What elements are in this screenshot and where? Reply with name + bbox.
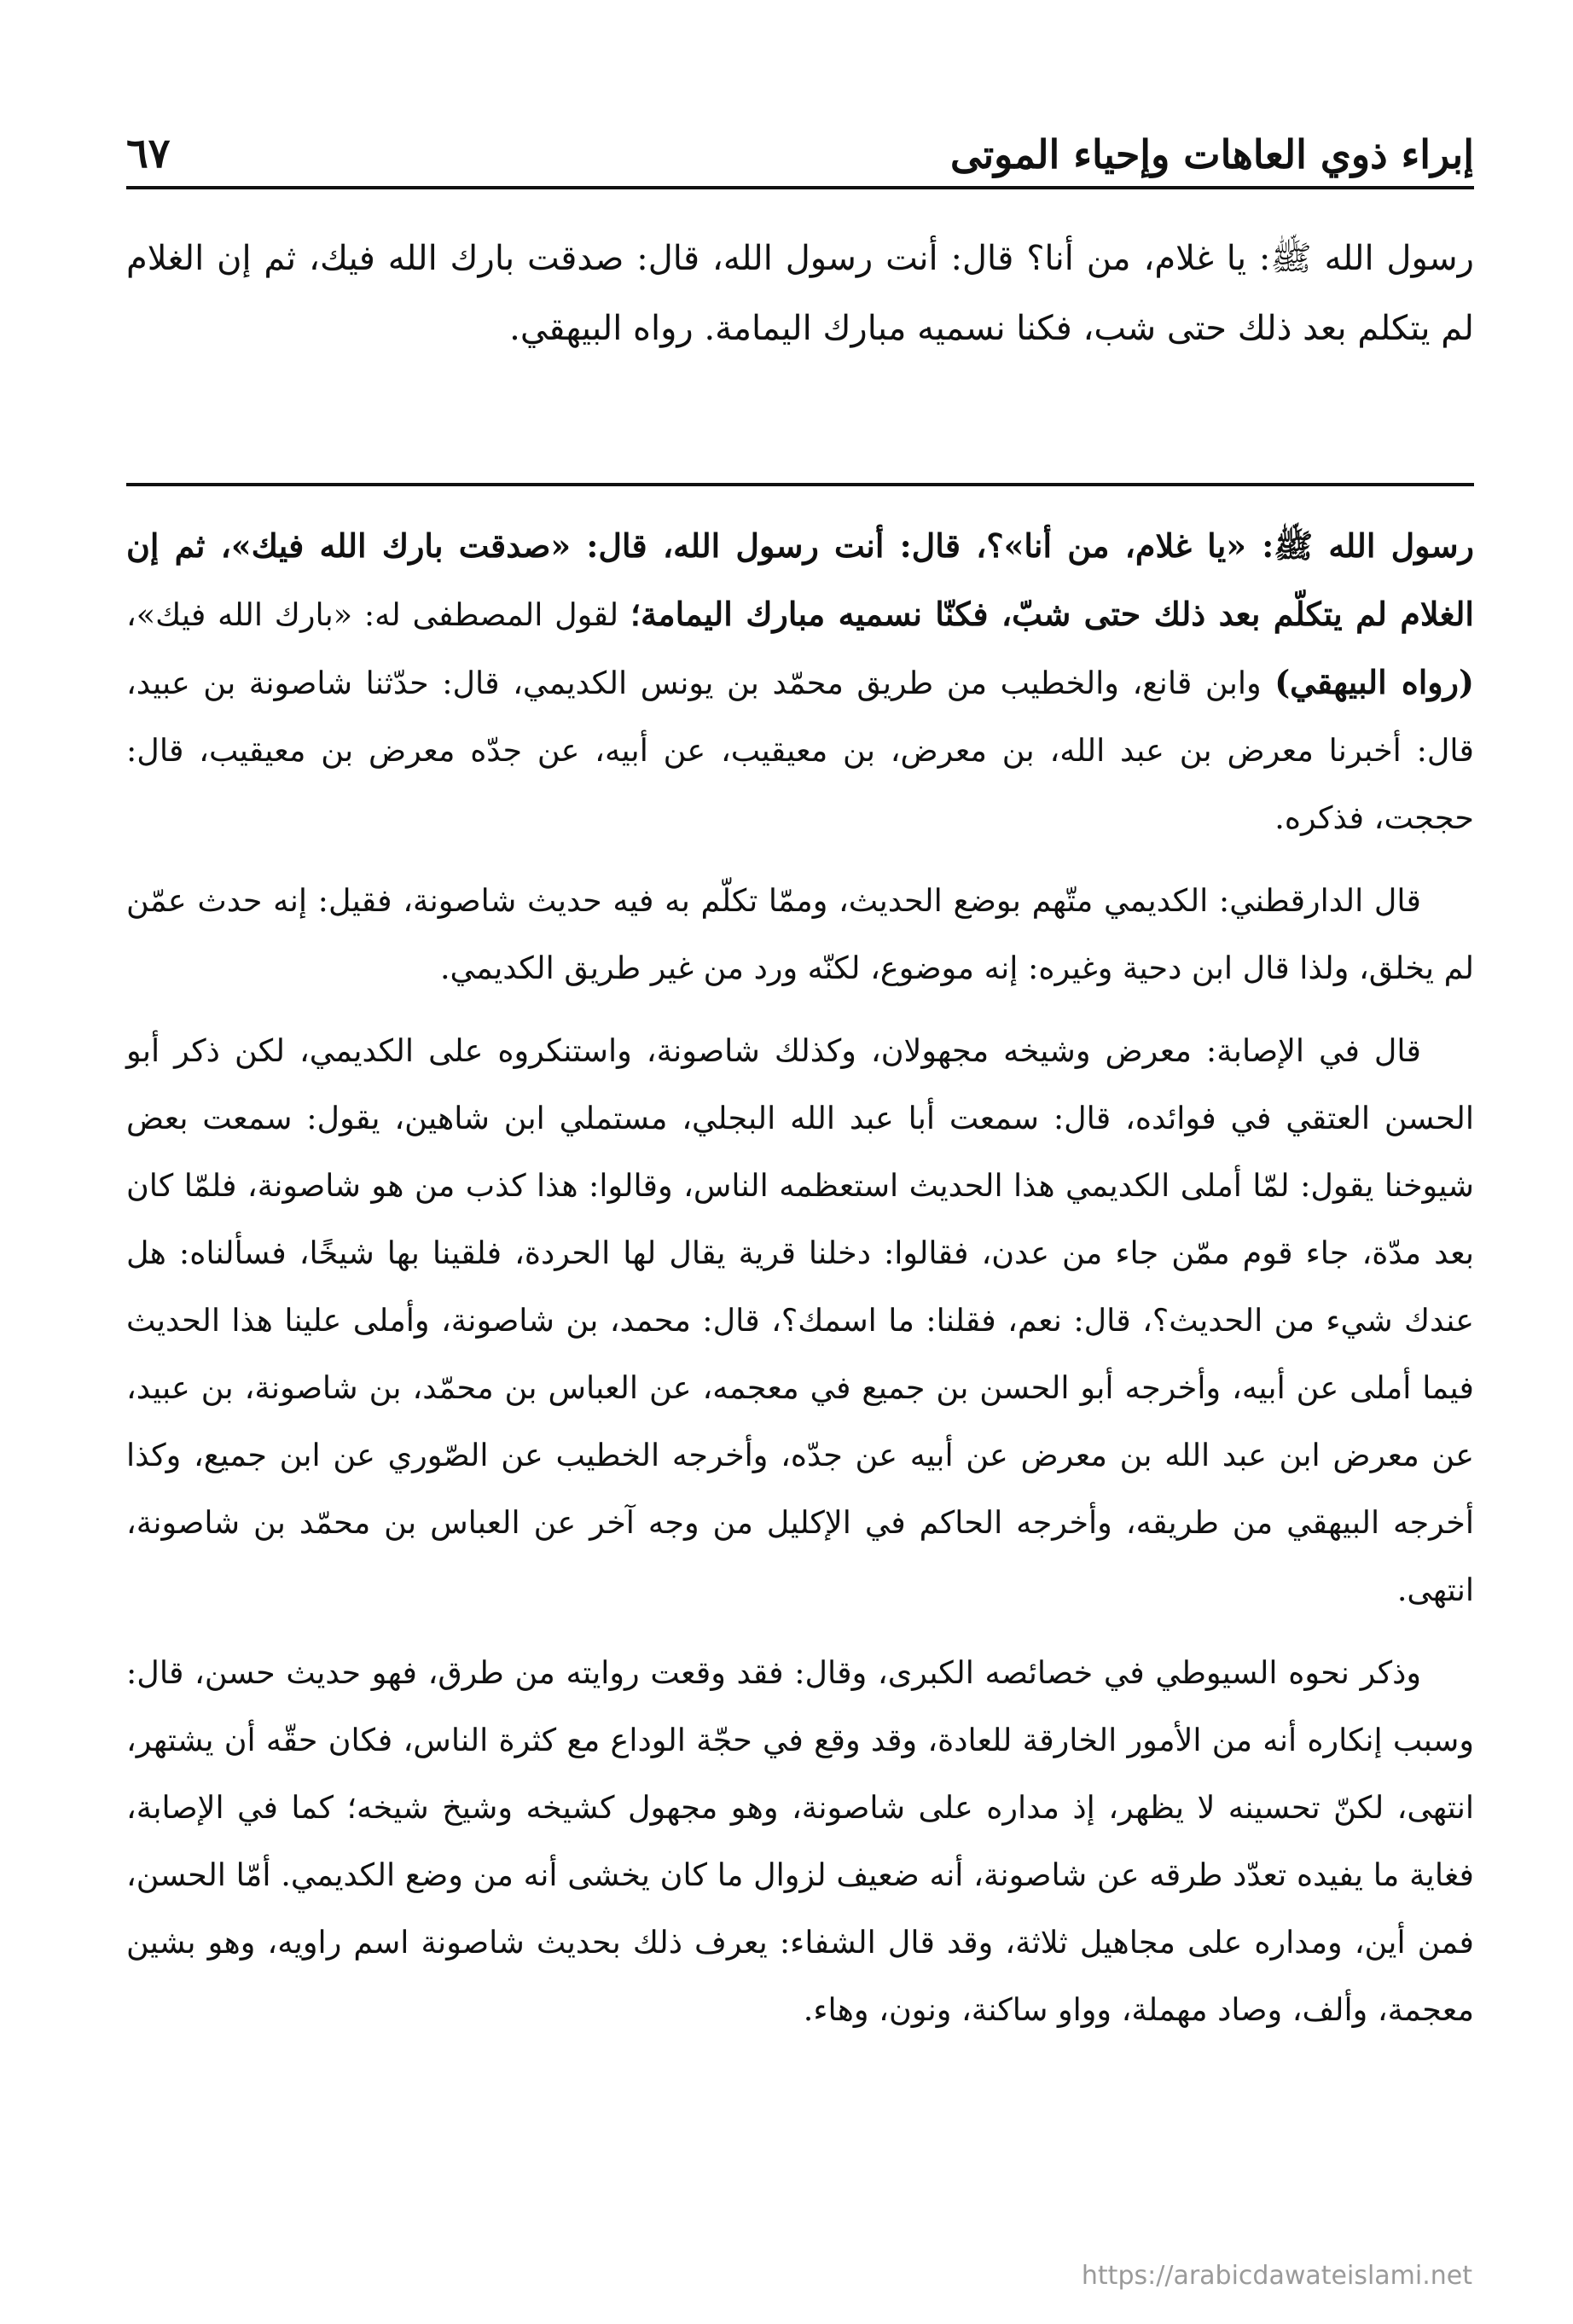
commentary-text: وابن قانع، والخطيب من طريق محمّد بن يونس الكديمي، قال: حدّثنا شاصونة بن عبيد، قال: أخبرنا معرض بن عبد الله، بن معرض، بن معيقيب، عن أبيه، عن جدّه معرض بن معيقيب، قال: حججت، فذكره. <box>126 665 1474 836</box>
header-rule <box>126 186 1474 189</box>
matn-text: رسول الله ﷺ: يا غلام، من أنا؟ قال: أنت رسول الله، قال: صدقت بارك الله فيك، ثم إن الغلام لم يتكلم بعد ذلك حتى شب، فكنا نسميه مبارك اليمامة. رواه البيهقي. <box>126 239 1474 348</box>
quoted-matn-bold: رسول الله ﷺ: «يا غلام، من أنا»؟، قال: أنت رسول الله، قال: «صدقت بارك الله فيك»، ثم إن الغلام لم يتكلّم بعد ذلك حتى شبّ، فكنّا نسميه مبارك اليمامة؛ <box>126 526 1474 633</box>
book-page <box>126 0 1474 2324</box>
commentary-paragraph-4: وذكر نحوه السيوطي في خصائصه الكبرى، وقال: فقد وقعت روايته من طرق، فهو حديث حسن، قال: وسبب إنكاره أنه من الأمور الخارقة للعادة، وقد وقع في حجّة الوداع مع كثرة الناس، فكان حقّه أن يشتهر، انتهى، لكنّ تحسينه لا يظهر، إذ مداره على شاصونة، وهو مجهول كشيخه وشيخ شيخه؛ كما في الإصابة، فغاية ما يفيده تعدّد طرقه عن شاصونة، أنه ضعيف لزوال ما كان يخشى أنه من وضع الكديمي. أمّا الحسن، فمن أين، ومداره على مجاهيل ثلاثة، وقد قال الشفاء: يعرف ذلك بحديث شاصونة اسم راويه، وهو بشين معجمة، وألف، وصاد مهملة، وواو ساكنة، ونون، وهاء. <box>126 1654 1474 2028</box>
commentary-paragraph-2: قال الدارقطني: الكديمي متّهم بوضع الحديث، وممّا تكلّم به فيه حديث شاصونة، فقيل: إنه حدث عمّن لم يخلق، ولذا قال ابن دحية وغيره: إنه موضوع، لكنّه ورد من غير طريق الكديمي. <box>126 882 1474 986</box>
matn-block <box>126 224 1474 363</box>
commentary-paragraph-3: قال في الإصابة: معرض وشيخه مجهولان، وكذلك شاصونة، واستنكروه على الكديمي، لكن ذكر أبو الحسن العتقي في فوائده، قال: سمعت أبا عبد الله البجلي، مستملي ابن شاهين، يقول: سمعت بعض شيوخنا يقول: لمّا أملى الكديمي هذا الحديث استعظمه الناس، وقالوا: هذا كذب من هو شاصونة، فلمّا كان بعد مدّة، جاء قوم ممّن جاء من عدن، فقالوا: دخلنا قرية يقال لها الحردة، فلقينا بها شيخًا، فسألناه: هل عندك شيء من الحديث؟، قال: نعم، فقلنا: ما اسمك؟، قال: محمد، بن شاصونة، وأملى علينا هذا الحديث فيما أملى عن أبيه، وأخرجه أبو الحسن بن جميع في معجمه، عن العباس بن محمّد، بن شاصونة، بن عبيد، عن معرض ابن عبد الله بن معرض عن أبيه عن جدّه، وأخرجه الخطيب عن الصّوري عن ابن جميع، وكذا أخرجه البيهقي من طريقه، وأخرجه الحاكم في الإكليل من وجه آخر عن العباس بن محمّد بن شاصونة، انتهى. <box>126 1032 1474 1608</box>
quoted-matn-bold: (رواه البيهقي) <box>1274 663 1474 701</box>
page-number: ٦٧ <box>126 130 171 177</box>
watermark-url: https://arabicdawateislami.net <box>1081 2261 1472 2291</box>
page-header <box>126 109 1474 177</box>
commentary-block <box>126 512 1474 2059</box>
commentary-paragraph-1 <box>126 512 1474 851</box>
matn-separator-rule <box>126 483 1474 486</box>
running-title: إبراء ذوي العاهات وإحياء الموتى <box>950 131 1474 177</box>
commentary-text: لقول المصطفى له: «بارك الله فيك»، <box>126 596 630 633</box>
